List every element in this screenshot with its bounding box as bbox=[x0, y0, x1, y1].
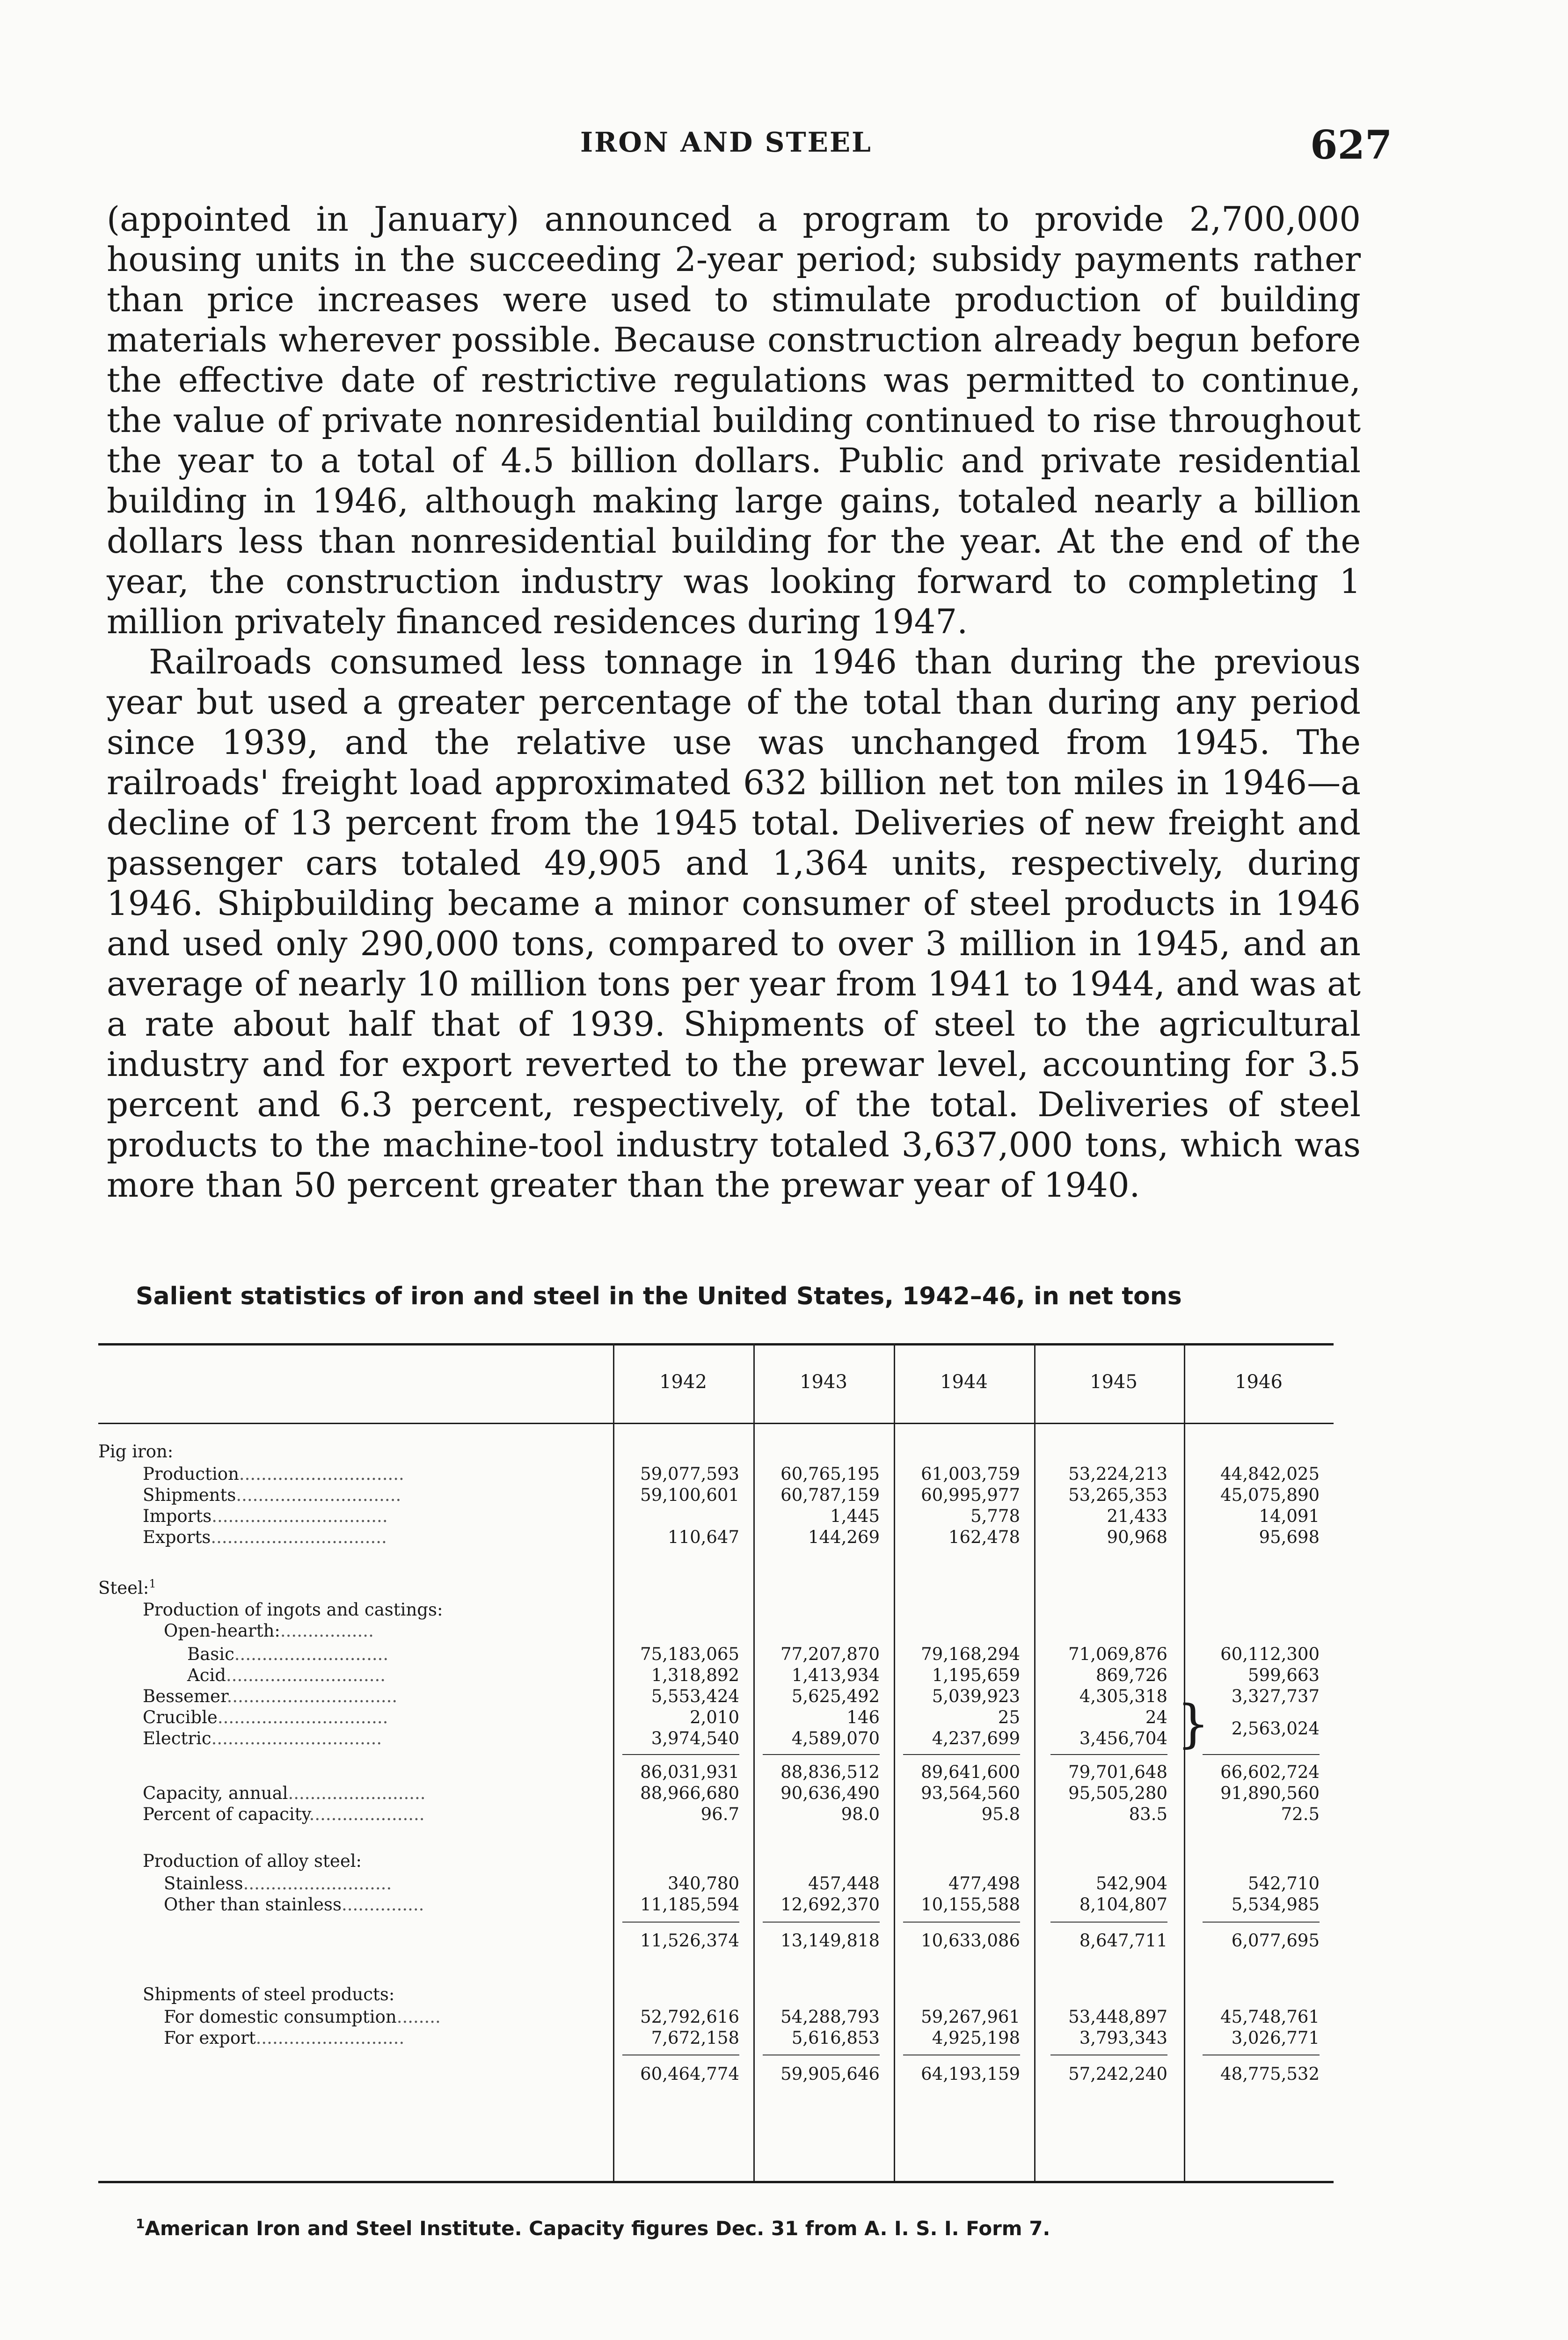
column-header-year: 1942 bbox=[659, 1371, 707, 1393]
table-row: Basic............................ 75,183,065 77,207,870 79,168,294 71,069,876 60,112,300 bbox=[187, 1644, 1320, 1664]
cell-value: 1,445 bbox=[830, 1506, 880, 1526]
subtotal-rule bbox=[1050, 1922, 1167, 1923]
total-value: 57,242,240 bbox=[1068, 2064, 1167, 2084]
steel-heading: Steel: bbox=[98, 1578, 149, 1598]
cell-value: 1,413,934 bbox=[791, 1665, 880, 1685]
cell-value: 5,553,424 bbox=[651, 1686, 739, 1706]
cell-value: 53,265,353 bbox=[1068, 1485, 1167, 1505]
section-heading-row bbox=[98, 1441, 1334, 1462]
cell-value: 71,069,876 bbox=[1068, 1644, 1167, 1664]
row-label: Stainless bbox=[164, 1873, 243, 1894]
subsection-heading-row bbox=[98, 1984, 1334, 2005]
cell-value: 54,288,793 bbox=[780, 2007, 880, 2027]
total-value: 60,464,774 bbox=[640, 2064, 739, 2084]
cell-value: 79,168,294 bbox=[921, 1644, 1020, 1664]
running-title: IRON AND STEEL bbox=[580, 126, 872, 158]
cell-value: 5,039,923 bbox=[932, 1686, 1020, 1706]
table-row: Exports................................ 110,647 144,269 162,478 90,968 95,698 bbox=[143, 1527, 1320, 1547]
cell-value: 599,663 bbox=[1247, 1665, 1320, 1685]
shipments-heading: Shipments of steel products: bbox=[143, 1984, 395, 2004]
total-value: 64,193,159 bbox=[921, 2064, 1020, 2084]
subsection-heading-row bbox=[98, 1600, 1334, 1620]
total-value: 11,526,374 bbox=[640, 1930, 739, 1951]
cell-value: 3,327,737 bbox=[1231, 1686, 1320, 1706]
column-header-year: 1944 bbox=[940, 1371, 988, 1393]
cell-value: 3,026,771 bbox=[1231, 2028, 1320, 2048]
total-value: 88,836,512 bbox=[780, 1762, 880, 1782]
cell-value: 95,505,280 bbox=[1068, 1783, 1167, 1803]
cell-value: 45,075,890 bbox=[1220, 1485, 1320, 1505]
cell-value: 77,207,870 bbox=[780, 1644, 880, 1664]
section-heading-row bbox=[98, 1577, 1334, 1598]
table-row: Crucible............................... 2,010 146 25 24 bbox=[143, 1707, 1167, 1727]
subtotal-rule bbox=[763, 1922, 880, 1923]
row-label: For domestic consumption bbox=[164, 2007, 397, 2027]
subtotal-rule bbox=[763, 1754, 880, 1755]
table-row: For domestic consumption........ 52,792,616 54,288,793 59,267,961 53,448,897 45,748,761 bbox=[164, 2007, 1320, 2027]
cell-value: 5,534,985 bbox=[1231, 1894, 1320, 1915]
subtotal-rule bbox=[903, 1922, 1020, 1923]
cell-value: 4,925,198 bbox=[932, 2028, 1020, 2048]
row-label: For export bbox=[164, 2028, 256, 2048]
cell-value: 4,589,070 bbox=[791, 1728, 880, 1748]
cell-value: 59,100,601 bbox=[640, 1485, 739, 1505]
row-label: Capacity, annual bbox=[143, 1783, 288, 1803]
cell-value: 869,726 bbox=[1095, 1665, 1167, 1685]
row-label: Shipments bbox=[143, 1485, 236, 1505]
total-row bbox=[98, 2064, 1334, 2084]
table-row: Production.............................. 59,077,593 60,765,195 61,003,759 53,224,213 44,842,025 bbox=[143, 1464, 1320, 1484]
cell-value: 144,269 bbox=[808, 1527, 880, 1547]
cell-value: 59,077,593 bbox=[640, 1464, 739, 1484]
table-row: Capacity, annual......................... 88,966,680 90,636,490 93,564,560 95,505,280 91,890,560 bbox=[143, 1783, 1320, 1803]
cell-value: 53,448,897 bbox=[1068, 2007, 1167, 2027]
table-row: Percent of capacity..................... 96.7 98.0 95.8 83.5 72.5 bbox=[143, 1804, 1320, 1824]
subtotal-rule bbox=[903, 1754, 1020, 1755]
cell-value: 110,647 bbox=[667, 1527, 739, 1547]
cell-value: 162,478 bbox=[948, 1527, 1020, 1547]
row-label: Acid bbox=[187, 1665, 226, 1685]
subsection-heading-row bbox=[98, 1851, 1334, 1872]
table-row: Acid............................. 1,318,892 1,413,934 1,195,659 869,726 599,663 bbox=[187, 1665, 1320, 1685]
cell-value: 10,155,588 bbox=[921, 1894, 1020, 1915]
total-value: 86,031,931 bbox=[640, 1762, 739, 1782]
cell-value: 90,636,490 bbox=[780, 1783, 880, 1803]
cell-value: 5,625,492 bbox=[791, 1686, 880, 1706]
cell-value: 25 bbox=[998, 1707, 1020, 1727]
cell-value: 457,448 bbox=[808, 1873, 880, 1894]
row-label: Basic bbox=[187, 1644, 234, 1664]
cell-value: 12,692,370 bbox=[780, 1894, 880, 1915]
total-row bbox=[98, 1930, 1334, 1951]
cell-value: 2,010 bbox=[690, 1707, 739, 1727]
cell-value: 21,433 bbox=[1107, 1506, 1167, 1526]
cell-value: 3,456,704 bbox=[1079, 1728, 1167, 1748]
open-hearth-heading: Open-hearth: bbox=[164, 1621, 280, 1641]
row-label: Other than stainless bbox=[164, 1894, 342, 1915]
cell-value: 24 bbox=[1145, 1707, 1167, 1727]
table-row: Electric............................... 3,974,540 4,589,070 4,237,699 3,456,704 bbox=[143, 1728, 1167, 1748]
cell-value: 61,003,759 bbox=[921, 1464, 1020, 1484]
cell-value: 340,780 bbox=[667, 1873, 739, 1894]
cell-value: 98.0 bbox=[841, 1804, 880, 1824]
cell-value: 8,104,807 bbox=[1079, 1894, 1167, 1915]
cell-value: 1,195,659 bbox=[932, 1665, 1020, 1685]
cell-value: 3,793,343 bbox=[1079, 2028, 1167, 2048]
table-row: Bessemer............................... 5,553,424 5,625,492 5,039,923 4,305,318 3,327,737 bbox=[143, 1686, 1320, 1706]
cell-value: 1,318,892 bbox=[651, 1665, 739, 1685]
column-header-year: 1943 bbox=[800, 1371, 847, 1393]
subtotal-rule bbox=[1203, 1754, 1320, 1755]
cell-value: 75,183,065 bbox=[640, 1644, 739, 1664]
body-text bbox=[107, 199, 1361, 1205]
cell-value: 5,778 bbox=[970, 1506, 1020, 1526]
cell-value: 60,995,977 bbox=[921, 1485, 1020, 1505]
cell-value: 5,616,853 bbox=[791, 2028, 880, 2048]
cell-value: 83.5 bbox=[1129, 1804, 1167, 1824]
column-header-year: 1945 bbox=[1090, 1371, 1138, 1393]
footnote-mark: 1 bbox=[136, 2216, 145, 2231]
cell-value: 542,710 bbox=[1247, 1873, 1320, 1894]
cell-value: 60,765,195 bbox=[780, 1464, 880, 1484]
paragraph-1: (appointed in January) announced a program to provide 2,700,000 housing units in the succeeding 2-year period; subsidy payments rather than price increases were used to stimulate production of building materials wherever possible. Because construction already begun before the effective date of restrictive regulations was permitted to continue, the value of private nonresidential building continued to rise throughout the year to a total of 4.5 billion dollars. Public and private residential building in 1946, although making large gains, totaled nearly a billion dollars less than nonresidential building for the year. At the end of the year, the construction industry was looking forward to completing 1 million privately financed residences during 1947. bbox=[107, 199, 1361, 641]
cell-value: 11,185,594 bbox=[640, 1894, 739, 1915]
row-label: Percent of capacity bbox=[143, 1804, 309, 1824]
right-brace: } bbox=[1177, 1694, 1210, 1754]
total-value: 79,701,648 bbox=[1068, 1762, 1167, 1782]
row-label: Exports bbox=[143, 1527, 211, 1547]
cell-value: 60,112,300 bbox=[1220, 1644, 1320, 1664]
footnote-text: American Iron and Steel Institute. Capacity figures Dec. 31 from A. I. S. I. Form 7. bbox=[145, 2217, 1050, 2240]
table-bottom-rule bbox=[98, 2181, 1334, 2183]
page-number: 627 bbox=[1310, 122, 1393, 168]
cell-value: 542,904 bbox=[1095, 1873, 1167, 1894]
alloy-heading: Production of alloy steel: bbox=[143, 1851, 362, 1871]
footnote-mark: 1 bbox=[149, 1577, 156, 1590]
row-label: Bessemer bbox=[143, 1686, 227, 1706]
cell-value: 52,792,616 bbox=[640, 2007, 739, 2027]
cell-value: 72.5 bbox=[1281, 1804, 1320, 1824]
pig-iron-heading: Pig iron: bbox=[98, 1441, 174, 1462]
total-value: 13,149,818 bbox=[780, 1930, 880, 1951]
table-footnote bbox=[136, 2216, 1050, 2240]
cell-value: 477,498 bbox=[948, 1873, 1020, 1894]
cell-value: 96.7 bbox=[700, 1804, 739, 1824]
total-value: 6,077,695 bbox=[1231, 1930, 1320, 1951]
total-value: 8,647,711 bbox=[1079, 1930, 1167, 1951]
row-label: Imports bbox=[143, 1506, 212, 1526]
cell-value-combined: 2,563,024 bbox=[1231, 1718, 1320, 1739]
ingots-heading: Production of ingots and castings: bbox=[143, 1600, 443, 1620]
cell-value: 93,564,560 bbox=[921, 1783, 1020, 1803]
statistics-table bbox=[98, 1343, 1334, 2181]
subtotal-rule bbox=[622, 1922, 739, 1923]
cell-value: 146 bbox=[846, 1707, 880, 1727]
subtotal-rule bbox=[1050, 1754, 1167, 1755]
row-label: Electric bbox=[143, 1728, 211, 1748]
total-value: 66,602,724 bbox=[1220, 1762, 1320, 1782]
cell-value: 4,237,699 bbox=[932, 1728, 1020, 1748]
table-row: Other than stainless............... 11,185,594 12,692,370 10,155,588 8,104,807 5,534,985 bbox=[164, 1894, 1320, 1915]
total-value: 10,633,086 bbox=[921, 1930, 1020, 1951]
subsection-heading-row: Open-hearth:................. bbox=[164, 1621, 374, 1641]
total-value: 89,641,600 bbox=[921, 1762, 1020, 1782]
cell-value: 91,890,560 bbox=[1220, 1783, 1320, 1803]
row-label: Crucible bbox=[143, 1707, 218, 1727]
cell-value: 14,091 bbox=[1259, 1506, 1320, 1526]
cell-value: 7,672,158 bbox=[651, 2028, 739, 2048]
total-value: 48,775,532 bbox=[1220, 2064, 1320, 2084]
cell-value: 3,974,540 bbox=[651, 1728, 739, 1748]
table-row: Stainless........................... 340,780 457,448 477,498 542,904 542,710 bbox=[164, 1873, 1320, 1894]
row-label: Production bbox=[143, 1464, 239, 1484]
cell-value: 59,267,961 bbox=[921, 2007, 1020, 2027]
table-row: For export........................... 7,672,158 5,616,853 4,925,198 3,793,343 3,026,771 bbox=[164, 2028, 1320, 2048]
column-header-year: 1946 bbox=[1235, 1371, 1283, 1393]
total-row bbox=[98, 1762, 1334, 1783]
paragraph-2: Railroads consumed less tonnage in 1946 than during the previous year but used a greater percentage of the total than during any period since 1939, and the relative use was unchanged from 1945. The railroads' freight load approximated 632 billion net ton miles in 1946—a decline of 13 percent from the 1945 total. Deliveries of new freight and passenger cars totaled 49,905 and 1,364 units, respectively, during 1946. Shipbuilding became a minor consumer of steel products in 1946 and used only 290,000 tons, compared to over 3 million in 1945, and an average of nearly 10 million tons per year from 1941 to 1944, and was at a rate about half that of 1939. Shipments of steel to the agricultural industry and for export reverted to the prewar level, accounting for 3.5 percent and 6.3 percent, respectively, of the total. Deliveries of steel products to the machine-tool industry totaled 3,637,000 tons, which was more than 50 percent greater than the prewar year of 1940. bbox=[107, 642, 1361, 1205]
table-title: Salient statistics of iron and steel in the United States, 1942–46, in net tons bbox=[136, 1282, 1182, 1310]
cell-value: 44,842,025 bbox=[1220, 1464, 1320, 1484]
cell-value: 60,787,159 bbox=[780, 1485, 880, 1505]
table-row: Shipments.............................. 59,100,601 60,787,159 60,995,977 53,265,353 45,075,890 bbox=[143, 1485, 1320, 1505]
cell-value: 95,698 bbox=[1259, 1527, 1320, 1547]
running-header bbox=[0, 117, 1568, 168]
cell-value: 95.8 bbox=[981, 1804, 1020, 1824]
cell-value: 53,224,213 bbox=[1068, 1464, 1167, 1484]
cell-value: 90,968 bbox=[1107, 1527, 1167, 1547]
table-row: Imports................................ 1,445 5,778 21,433 14,091 bbox=[143, 1506, 1320, 1526]
cell-value: 45,748,761 bbox=[1220, 2007, 1320, 2027]
total-value: 59,905,646 bbox=[780, 2064, 880, 2084]
subtotal-rule bbox=[1203, 1922, 1320, 1923]
subtotal-rule bbox=[622, 1754, 739, 1755]
cell-value: 88,966,680 bbox=[640, 1783, 739, 1803]
cell-value: 4,305,318 bbox=[1079, 1686, 1167, 1706]
